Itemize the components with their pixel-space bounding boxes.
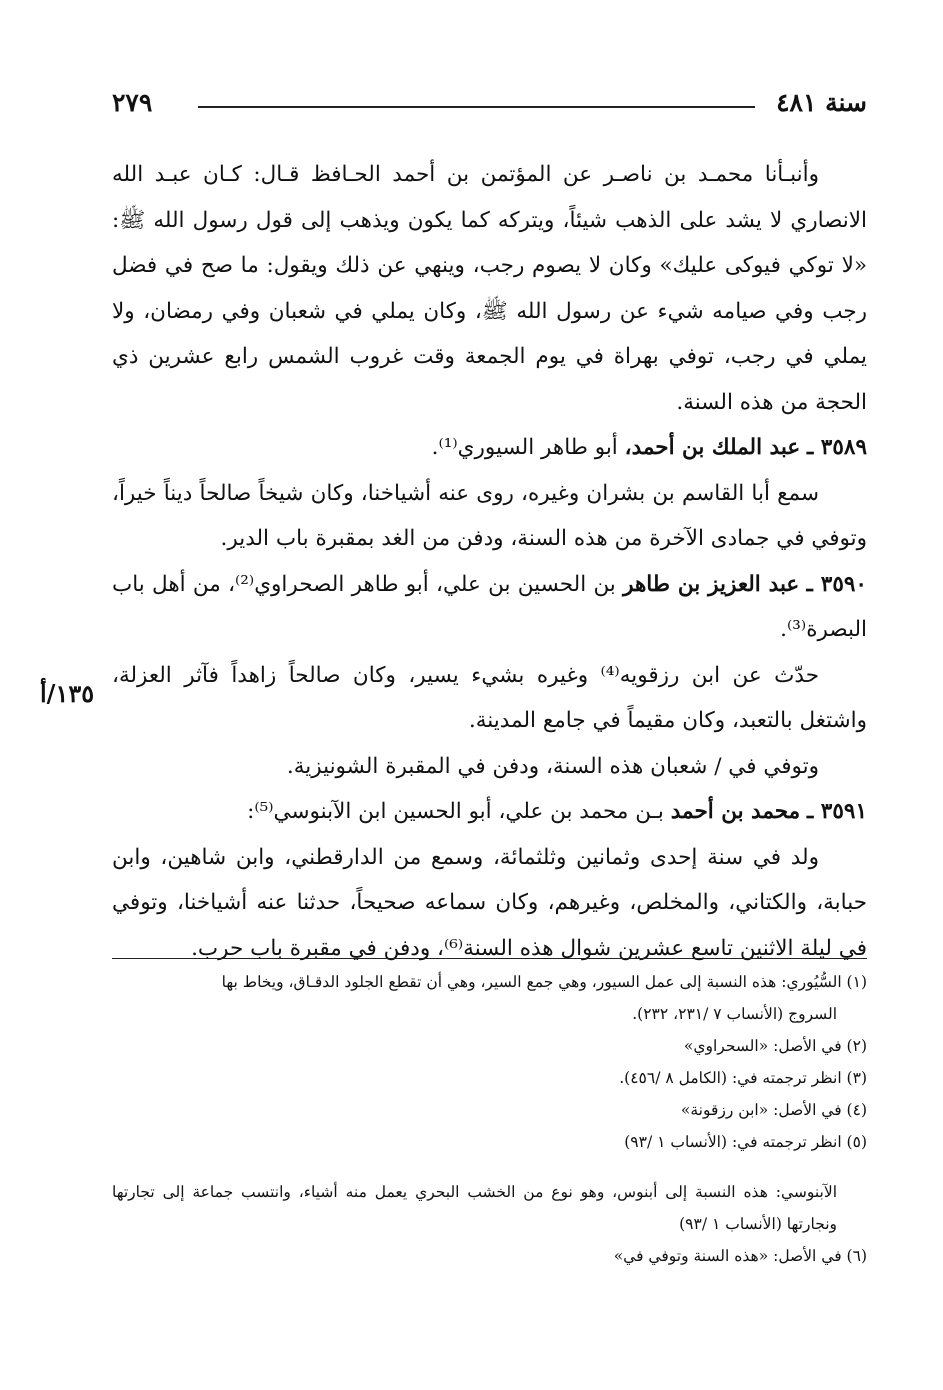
footnotes (112, 966, 867, 1272)
running-head-year: سنة ٤٨١ (776, 88, 867, 117)
footnote-rule (112, 958, 867, 959)
footnote-4: (٤) في الأصل: «ابن رزقونة» (680, 1101, 867, 1119)
page-header (112, 88, 867, 128)
entry-3590-death: وتوفي في / شعبان هذه السنة، ودفن في المقبرة الشونيزية. (286, 753, 819, 779)
header-rule (198, 106, 755, 108)
entry-name: عبد العزيز بن طاهر (623, 571, 800, 597)
entry-3589-text: سمع أبا القاسم بن بشران وغيره، روى عنه أشياخنا، وكان شيخاً صالحاً ديناً خيراً، وتوفي في جمادى الآخرة من هذه السنة، ودفن من الغد بمقبرة باب الدير. (112, 480, 867, 551)
entry-rest: أبو طاهر السيوري⁽¹⁾. (431, 435, 618, 460)
entry-rest: بـن محمد بن علي، أبو الحسين ابن الآبنوسي⁽⁵⁾: (247, 799, 664, 824)
footnote-3: (٣) انظر ترجمته في: (الكامل ٨ /٤٥٦). (619, 1069, 867, 1087)
paragraph-ansari: وأنبـأنا محمـد بن ناصـر عن المؤتمن بن أحمد الحـافظ قـال: كـان عبـد الله الانصاري لا يشد على الذهب شيئاً، ويتركه كما يكون ويذهب إلى قول رسول الله ﷺ: «لا توكي فيوكى عليك» وكان لا يصوم رجب، وينهي عن ذلك ويقول: ما صح في فضل رجب وفي صيامه شيء عن رسول الله ﷺ، وكان يملي في شعبان وفي رمضان، ولا يملي في رجب، توفي بهراة في يوم الجمعة وقت غروب الشمس رابع عشرين ذي الحجة من هذه السنة. (112, 162, 867, 415)
entry-3590-heading (112, 562, 867, 653)
footnote-5-extra: الآبنوسي: هذه النسبة إلى أبنوس، وهو نوع من الخشب البحري يعمل منه أشياء، وانتسب جماعة إلى تجارتها ونجارتها (الأنساب ١ /٩٣) (112, 1183, 837, 1233)
entry-3591-text: ولد في سنة إحدى وثمانين وثلثمائة، وسمع من الدارقطني، وابن شاهين، وابن حبابة، والكتاني، والمخلص، وغيرهم، وكان سماعه صحيحاً، حدثنا عنه أشياخنا، وتوفي في ليلة الاثنين تاسع عشرين شوال هذه السنة⁽⁶⁾، ودفن في مقبرة باب حرب. (112, 844, 867, 961)
footnote-5: (٥) انظر ترجمته في: (الأنساب ١ /٩٣) (624, 1133, 867, 1151)
entry-3589-heading (112, 425, 867, 471)
entry-number: ٣٥٩١ ـ (807, 799, 867, 824)
footnote-1: (١) السُّيُوري: هذه النسبة إلى عمل السيور، وهي جمع السير، وهي أن تقطع الجلود الدقـاق، ويخاط بها (221, 973, 867, 991)
footnote-2: (٢) في الأصل: «السحراوي» (683, 1037, 867, 1055)
entry-number: ٣٥٨٩ ـ (807, 435, 867, 460)
entry-name: محمد بن أحمد (670, 799, 801, 824)
footnote-6: (٦) في الأصل: «هذه السنة وتوفي في» (613, 1247, 867, 1265)
main-text (112, 152, 867, 971)
entry-number: ٣٥٩٠ ـ (806, 571, 867, 597)
entry-3590-text: حدّث عن ابن رزقويه⁽⁴⁾ وغيره بشيء يسير، وكان صالحاً زاهداً فآثر العزلة، واشتغل بالتعبد، وكان مقيماً في جامع المدينة. (112, 662, 867, 733)
footnote-1-continued: السروج (الأنساب ٧ /٢٣١، ٢٣٢). (632, 1005, 837, 1023)
manuscript-folio-note: ١٣٥/أ (40, 679, 95, 708)
entry-name: عبد الملك بن أحمد، (624, 435, 801, 460)
entry-3591-heading (112, 789, 867, 835)
entry-rest: بن الحسين بن علي، أبو طاهر الصحراوي⁽²⁾، من أهل باب البصرة⁽³⁾. (112, 571, 867, 642)
page-number: ٢٧٩ (112, 88, 153, 117)
